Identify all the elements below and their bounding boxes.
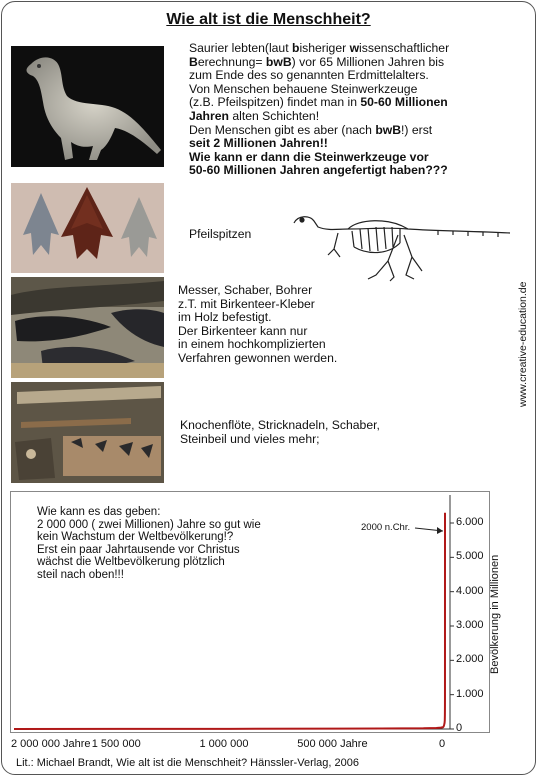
chart-note: Wie kann es das geben: 2 000 000 ( zwei Millionen) Jahre so gut wie kein Wachstum der Weltbevölkerung!? Erst ein paar Jahrtausende vor Christus wächst die Weltbevölkerung plötzlich steil nach oben!!! bbox=[37, 506, 261, 581]
x-tick-label: 2 000 000 Jahre bbox=[11, 738, 91, 750]
x-tick-label: 1 500 000 bbox=[91, 738, 141, 750]
y-axis-label: Bevölkerung in Millionen bbox=[489, 554, 501, 674]
page-title: Wie alt ist die Menschheit? bbox=[166, 11, 371, 28]
y-tick-label: 1.000 bbox=[456, 687, 484, 700]
y-tick-label: 2.000 bbox=[456, 653, 484, 666]
knives-text: Messer, Schaber, Bohrer z.T. mit Birkenteer-Kleber im Holz befestigt. Der Birkenteer kann nur in einem hochkomplizierten Verfahren gewonnen werden. bbox=[178, 283, 338, 365]
intro-text: Saurier lebten(laut bisheriger wissenschaftlicher Berechnung= bwB) vor 65 Millionen Jahren bis zum Ende des so genannten Erdmittelalters. Von Menschen behauene Steinwerkzeuge (z.B. Pfeilspitzen) findet man in 50-60 Millionen Jahren alten Schichten! Den Menschen gibt es aber (nach bwB!) erst seit 2 Millionen Jahren!! Wie kann er dann die Steinwerkzeuge vor 50-60 Millionen Jahren angefertigt haben??? bbox=[189, 41, 450, 178]
y-tick-label: 3.000 bbox=[456, 619, 484, 631]
x-tick-label: 500 000 Jahre bbox=[297, 738, 368, 750]
y-tick-label: 0 bbox=[456, 722, 463, 734]
arrowheads-caption: Pfeilspitzen bbox=[189, 227, 252, 241]
website-url: www.creative-education.de bbox=[517, 281, 529, 407]
literature-reference: Lit.: Michael Brandt, Wie alt ist die Menschheit? Hänssler-Verlag, 2006 bbox=[16, 757, 359, 769]
chart-annotation: 2000 n.Chr. bbox=[361, 522, 411, 533]
y-tick-label: 6.000 bbox=[456, 516, 484, 528]
tools-text: Knochenflöte, Stricknadeln, Schaber, Steinbeil und vieles mehr; bbox=[180, 418, 380, 446]
y-tick-label: 5.000 bbox=[456, 550, 484, 563]
annotation-arrowhead bbox=[437, 527, 443, 534]
x-tick-label: 0 bbox=[439, 738, 446, 750]
y-tick-label: 4.000 bbox=[456, 584, 484, 597]
x-tick-label: 1 000 000 bbox=[199, 738, 249, 750]
